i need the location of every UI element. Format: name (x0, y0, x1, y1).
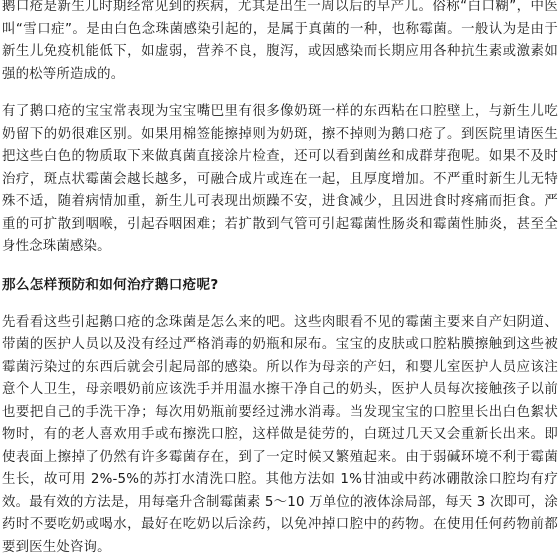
article-paragraph-intro: 鹅口疮是新生儿时期经常见到的疾病，尤其是出生一周以后的早产儿。俗称“白口糊”，中医叫“雪口症”。是由白色念珠菌感染引起的，是属于真菌的一种，也称霉菌。一般认为是由于新生儿免疫机能低下，如虚弱，营养不良，腹泻，或因感染而长期应用各种抗生素或激素如强的松等所造成的。 (2, 0, 558, 86)
article-paragraph-symptoms: 有了鹅口疮的宝宝常表现为宝宝嘴巴里有很多像奶斑一样的东西粘在口腔壁上，与新生儿吃奶留下的奶很难区别。如果用棉签能擦掉则为奶斑，擦不掉则为鹅口疮了。到医院里请医生把这些白色的物质取下来做真菌直接涂片检查，还可以看到菌丝和成群芽孢呢。如果不及时治疗，斑点状霉菌会越长越多，可融合成片或连在一起，且厚度增加。不严重时新生儿无特殊不适，随着病情加重，新生儿可表现出烦躁不安，进食减少，且因进食时疼痛而拒食。严重的可扩散到咽喉，引起吞咽困难；若扩散到气管可引起霉菌性肠炎和霉菌性肺炎，甚至全身性念珠菌感染。 (2, 101, 558, 259)
section-heading: 那么怎样预防和如何治疗鹅口疮呢? (2, 274, 558, 296)
article-paragraph-treatment: 先看看这些引起鹅口疮的念珠菌是怎么来的吧。这些肉眼看不见的霉菌主要来自产妇阴道、带菌的医护人员以及没有经过严格消毒的奶瓶和尿布。宝宝的皮肤或口腔粘膜擦触到这些被霉菌污染过的东西后就会引起局部的感染。所以作为母亲的产妇，和婴儿室医护人员应该注意个人卫生，母亲喂奶前应该洗手并用温水擦干净自己的奶头，医护人员每次接触孩子以前也要把自己的手洗干净；每次用奶瓶前要经过沸水消毒。当发现宝宝的口腔里长出白色絮状物时，有的老人喜欢用手或布擦洗口腔，这样做是徒劳的，白斑过几天又会重新长出来。即使表面上擦掉了仍然有许多霉菌存在，到了一定时候又繁殖起来。由于弱碱环境不利于霉菌生长，故可用 2%-5%的苏打水清洗口腔。其他方法如 1%甘油或中药冰硼散涂口腔均有疗效。最有效的方法是，用每毫升含制霉菌素 5～10 万单位的液体涂局部，每天 3 次即可，涂药时不要吃奶或喝水，最好在吃奶以后涂药，以免冲掉口腔中的药物。在使用任何药物前都要到医生处咨询。 (2, 312, 558, 559)
